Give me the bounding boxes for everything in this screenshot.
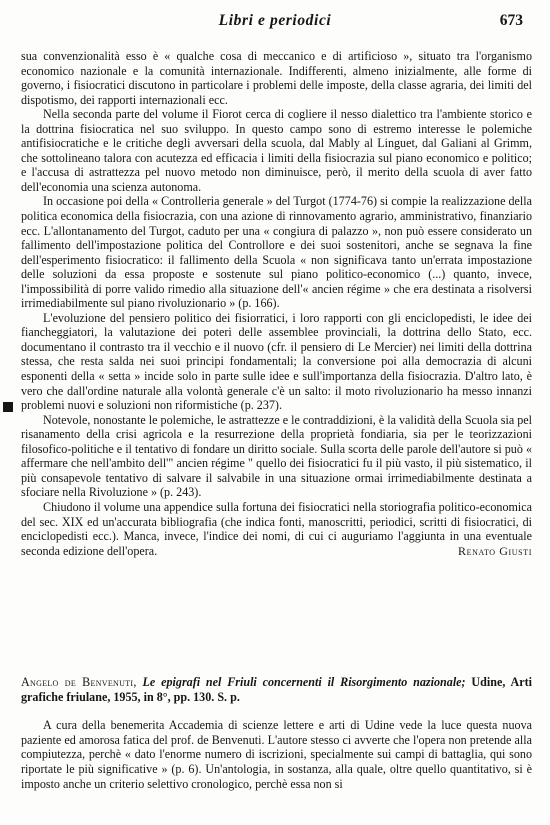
review-author: Angelo de Benvenuti,	[21, 675, 137, 689]
review-body-text	[21, 49, 532, 558]
reviewer-signature: Renato Giusti	[458, 543, 532, 558]
review-publication-info: Udine, Arti grafiche friulane, 1955, in 8°, pp. 130. S. p.	[21, 675, 533, 704]
paragraph: Notevole, nonostante le polemiche, le astrattezze e le contraddizioni, è la validità della Scuola sia pel risanamento della crisi agricola e la resurrezione della proprietà fondiaria, sia per le teorizzazioni filosofico-politiche e il tentativo di fondare un diritto sociale. Sulla scorta delle parole dell'autore si può « affermare che nell'ambito dell'" ancien régime " quello dei fisiocratici fu il più vasto, il più sistematico, il più consapevole tentativo di salvare il salvabile in una situazione ormai irrimediabilmente destinata a sfociare nella Rivoluzione » (p. 243).	[21, 412, 532, 500]
running-head: Libri e periodici	[218, 12, 332, 29]
next-review-heading	[21, 675, 532, 705]
paragraph: Chiudono il volume una appendice sulla fortuna dei fisiocratici nella storiografia politico-economica del sec. XIX ed un'accurata bibliografia (che indica fonti, manoscritti, periodici, scritti di fisiocratici, di enciclopedisti ecc.). Manca, invece, l'indice dei nomi, di cui ci auguriamo l'aggiunta in una eventuale seconda edizione dell'opera.	[21, 499, 532, 558]
paragraph: Nella seconda parte del volume il Fiorot cerca di cogliere il nesso dialettico tra l'ambiente storico e la dottrina fisiocratica nel suo sviluppo. In questo campo sono di estremo interesse le polemiche antifisiocratiche e le critiche degli avversari della scuola, dal Mably al Linguet, dal Galiani al Grimm, che sottolineano talora con acutezza ed efficacia i limiti della fisiocrazia sul piano economico e politico; e l'accusa di astrattezza pel nuovo metodo non diminuisce, però, il merito della scuola di aver fatto dell'economia una scienza autonoma.	[21, 107, 532, 194]
paragraph: L'evoluzione del pensiero politico dei fisiorratici, i loro rapporti con gli enciclopedisti, le idee dei fiancheggiatori, la valutazione dei poteri delle assemblee provinciali, la dottrina dello Stato, ecc. documentano il contrasto tra il vecchio e il nuovo (cfr. il pensiero di Le Mercier) nei limiti della dottrina stessa, che resta salda nei suoi principi fondamentali; la conversione poi alla democrazia di alcuni esponenti della « setta » incide solo in parte sulle idee e sull'importanza della fisiocrazia. D'altro lato, è vero che dall'ordine naturale alla volontà generale c'è un salto: il moto rivoluzionario ha messo innanzi problemi nuovi e soluzioni non riformistiche (p. 237).	[21, 310, 532, 413]
paragraph: In occasione poi della « Controlleria generale » del Turgot (1774-76) si compie la realizzazione della politica economica della fisiocrazia, con una azione di rinnovamento agrario, amministrativo, finanziario ecc. L'allontanamento del Turgot, caduto per una « congiura di palazzo », non può essere considerato un fallimento dell'impostazione politica del Controllore e dei suoi sostenitori, anche se segnava la fine dell'esperimento fisiocratico: il fallimento della Scuola « non significava tanto un'errata impostazione delle soluzioni da essa proposte e sostenute sul piano politico-economico (...) quanto, invece, l'impossibilità di porre valido rimedio alla situazione dell'« ancien régime » che era destinata a risolversi irrimediabilmente sul piano rivoluzionario » (p. 166).	[21, 194, 532, 311]
page-number: 673	[499, 12, 523, 29]
margin-marker	[3, 402, 13, 412]
next-review-body	[21, 718, 532, 792]
paragraph: A cura della benemerita Accademia di scienze lettere e arti di Udine vede la luce questa nuova paziente ed amorosa fatica del prof. de Benvenuti. L'autore stesso ci avverte che l'opera non pretende alla compiutezza, perchè « dato l'enorme numero di iscrizioni, specialmente sui campi di battaglia, qui sono riportate le più significative » (p. 6). Un'antologia, in sostanza, alla quale, oltre quello quantitativo, si è imposto anche un criterio selettivo cronologico, perchè essa non si	[21, 718, 532, 791]
page-header	[0, 12, 550, 36]
review-book-title: Le epigrafi nel Friuli concernenti il Risorgimento nazionale;	[142, 675, 466, 689]
paragraph: sua convenzionalità esso è « qualche cosa di meccanico e di artificioso », situato tra l'organismo economico nazionale e la comunità internazionale. Indifferenti, almeno inizialmente, alle forme di governo, i fisiocratici discutono in particolare i problemi delle imposte, della classe agraria, dei limiti del dispotismo, dei rapporti internazionali ecc.	[21, 49, 532, 107]
